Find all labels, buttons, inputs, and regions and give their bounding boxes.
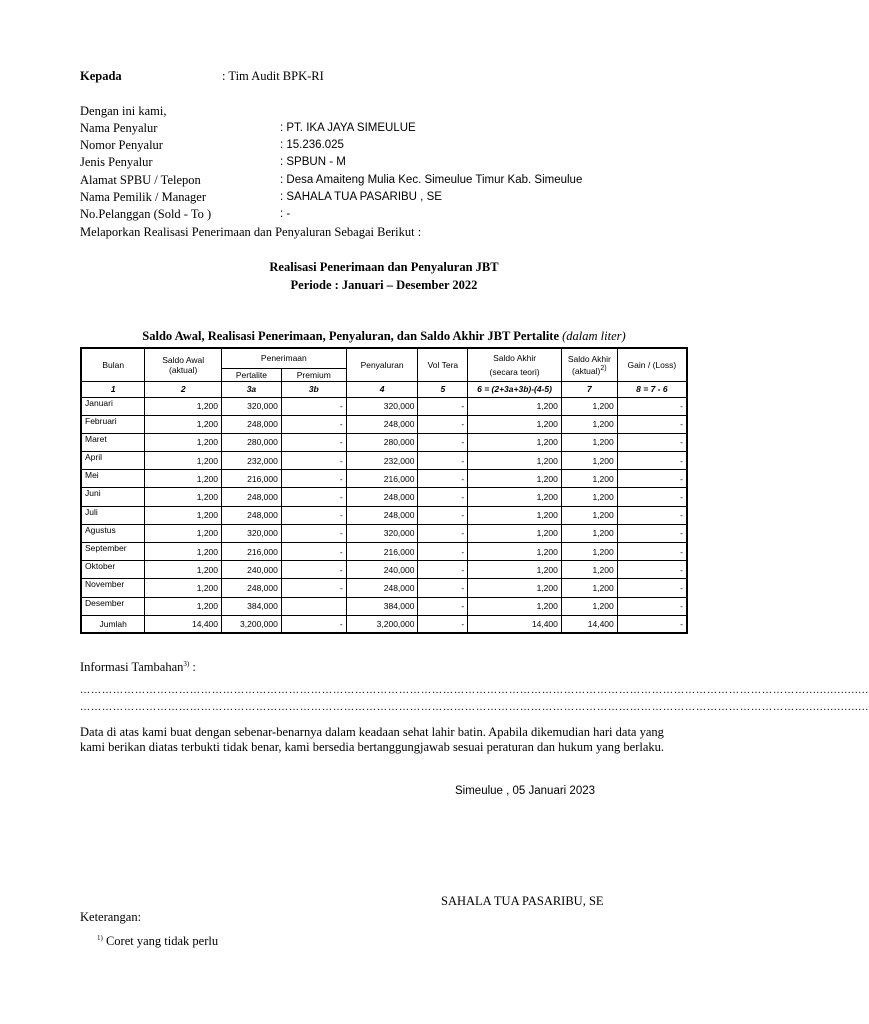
- note-1: [97, 934, 218, 949]
- cell-saldo-aktual: 1,200: [561, 452, 617, 470]
- table-row: [81, 524, 687, 542]
- colnum-3b: 3b: [281, 381, 346, 397]
- field-value-pelanggan: : -: [280, 208, 291, 220]
- field-value-pemilik: : SAHALA TUA PASARIBU , SE: [280, 191, 442, 203]
- cell-pertalite: 248,000: [222, 488, 282, 506]
- cell-penyaluran: 320,000: [346, 524, 418, 542]
- header-saldo-awal: Saldo Awal (aktual): [145, 348, 222, 381]
- cell-bulan: Agustus: [81, 524, 145, 542]
- cell-pertalite: 240,000: [222, 561, 282, 579]
- cell-saldo-awal: 1,200: [145, 415, 222, 433]
- cell-saldo-awal: 1,200: [145, 524, 222, 542]
- cell-saldo-aktual: 1,200: [561, 470, 617, 488]
- field-label-jenis-penyalur: Jenis Penyalur: [80, 155, 153, 169]
- table-caption: [80, 329, 688, 344]
- cell-penyaluran: 216,000: [346, 470, 418, 488]
- cell-vol-tera: -: [418, 597, 468, 615]
- info-tambahan-label: Informasi Tambahan: [80, 660, 184, 675]
- cell-gain-loss: -: [617, 597, 687, 615]
- header-saldo-akhir-teori: (secara teori): [489, 366, 540, 377]
- cell-vol-tera: -: [418, 506, 468, 524]
- table-row: [81, 597, 687, 615]
- total-saldo-aktual: 14,400: [561, 615, 617, 633]
- cell-premium: -: [281, 524, 346, 542]
- total-saldo-teori: 14,400: [468, 615, 562, 633]
- cell-saldo-teori: 1,200: [468, 470, 562, 488]
- to-label: Kepada: [80, 69, 122, 83]
- cell-saldo-teori: 1,200: [468, 597, 562, 615]
- header-saldo-akhir: [468, 348, 562, 381]
- table-row: [81, 506, 687, 524]
- cell-vol-tera: -: [418, 397, 468, 415]
- cell-gain-loss: -: [617, 452, 687, 470]
- cell-premium: -: [281, 488, 346, 506]
- table-row: [81, 561, 687, 579]
- cell-bulan: Juli: [81, 506, 145, 524]
- total-vol-tera: -: [418, 615, 468, 633]
- header-gain-loss: Gain / (Loss): [617, 348, 687, 381]
- note-1-text: Coret yang tidak perlu: [102, 934, 219, 949]
- field-value-nomor-penyalur: : 15.236.025: [280, 139, 344, 151]
- total-label: Jumlah: [81, 615, 145, 633]
- field-value-jenis-penyalur: : SPBUN - M: [280, 156, 346, 168]
- header-saldo-akhir-label: Saldo Akhir: [493, 352, 537, 363]
- report-title: Realisasi Penerimaan dan Penyaluran JBT: [269, 260, 499, 274]
- cell-vol-tera: -: [418, 470, 468, 488]
- cell-saldo-teori: 1,200: [468, 506, 562, 524]
- cell-penyaluran: 248,000: [346, 506, 418, 524]
- colnum-3a: 3a: [222, 381, 282, 397]
- notes-label: Keterangan:: [80, 910, 142, 924]
- cell-saldo-aktual: 1,200: [561, 415, 617, 433]
- cell-pertalite: 280,000: [222, 433, 282, 451]
- cell-saldo-awal: 1,200: [145, 397, 222, 415]
- cell-saldo-teori: 1,200: [468, 452, 562, 470]
- statement-line-2: kami berikan diatas terbukti tidak benar, kami bersedia bertanggungjawab sesuai peraturan dan hukum yang berlaku.: [80, 740, 665, 754]
- cell-gain-loss: -: [617, 470, 687, 488]
- cell-premium: -: [281, 506, 346, 524]
- colnum-8: 8 = 7 - 6: [617, 381, 687, 397]
- header-pertalite: Pertalite: [222, 368, 282, 381]
- cell-pertalite: 248,000: [222, 579, 282, 597]
- cell-saldo-teori: 1,200: [468, 561, 562, 579]
- cell-penyaluran: 280,000: [346, 433, 418, 451]
- statement-line-1: Data di atas kami buat dengan sebenar-benarnya dalam keadaan sehat lahir batin. Apabila dikemudian hari data yang: [80, 725, 664, 739]
- report-line: Melaporkan Realisasi Penerimaan dan Penyaluran Sebagai Berikut :: [80, 225, 422, 239]
- cell-saldo-teori: 1,200: [468, 415, 562, 433]
- cell-saldo-awal: 1,200: [145, 597, 222, 615]
- total-row: [81, 615, 687, 633]
- colnum-2: 2: [145, 381, 222, 397]
- cell-bulan: Februari: [81, 415, 145, 433]
- cell-vol-tera: -: [418, 488, 468, 506]
- cell-saldo-awal: 1,200: [145, 470, 222, 488]
- cell-saldo-aktual: 1,200: [561, 488, 617, 506]
- total-penyaluran: 3,200,000: [346, 615, 418, 633]
- cell-bulan: September: [81, 543, 145, 561]
- colnum-5: 5: [418, 381, 468, 397]
- cell-penyaluran: 248,000: [346, 579, 418, 597]
- cell-penyaluran: 384,000: [346, 597, 418, 615]
- cell-penyaluran: 240,000: [346, 561, 418, 579]
- cell-gain-loss: -: [617, 415, 687, 433]
- cell-penyaluran: 248,000: [346, 415, 418, 433]
- cell-premium: -: [281, 452, 346, 470]
- cell-premium: -: [281, 433, 346, 451]
- cell-saldo-awal: 1,200: [145, 488, 222, 506]
- total-gain-loss: -: [617, 615, 687, 633]
- table-row: [81, 452, 687, 470]
- cell-saldo-awal: 1,200: [145, 506, 222, 524]
- cell-pertalite: 216,000: [222, 543, 282, 561]
- cell-premium: [281, 597, 346, 615]
- column-number-row: [81, 381, 687, 397]
- cell-saldo-awal: 1,200: [145, 452, 222, 470]
- cell-pertalite: 320,000: [222, 397, 282, 415]
- cell-vol-tera: -: [418, 415, 468, 433]
- cell-gain-loss: -: [617, 397, 687, 415]
- info-tambahan: [80, 660, 196, 675]
- cell-saldo-aktual: 1,200: [561, 543, 617, 561]
- header-penyaluran: Penyaluran: [346, 348, 418, 381]
- cell-saldo-aktual: 1,200: [561, 579, 617, 597]
- cell-vol-tera: -: [418, 561, 468, 579]
- place-date: Simeulue , 05 Januari 2023: [455, 785, 596, 797]
- note-1-sup: 1): [97, 934, 103, 942]
- cell-saldo-teori: 1,200: [468, 524, 562, 542]
- cell-premium: -: [281, 579, 346, 597]
- cell-gain-loss: -: [617, 488, 687, 506]
- total-saldo-awal: 14,400: [145, 615, 222, 633]
- cell-penyaluran: 216,000: [346, 543, 418, 561]
- field-label-pemilik: Nama Pemilik / Manager: [80, 190, 207, 204]
- cell-gain-loss: -: [617, 433, 687, 451]
- cell-bulan: Desember: [81, 597, 145, 615]
- colnum-7: 7: [561, 381, 617, 397]
- cell-bulan: Januari: [81, 397, 145, 415]
- table-row: [81, 579, 687, 597]
- cell-saldo-teori: 1,200: [468, 433, 562, 451]
- cell-bulan: Oktober: [81, 561, 145, 579]
- cell-saldo-teori: 1,200: [468, 579, 562, 597]
- cell-vol-tera: -: [418, 452, 468, 470]
- field-label-nama-penyalur: Nama Penyalur: [80, 121, 158, 135]
- header-bulan: Bulan: [81, 348, 145, 381]
- cell-gain-loss: -: [617, 524, 687, 542]
- cell-gain-loss: -: [617, 561, 687, 579]
- table-row: [81, 433, 687, 451]
- cell-gain-loss: -: [617, 579, 687, 597]
- dotted-line-2: ………………………………………………………………………………………………………………………………………………………………………………..................: [80, 702, 869, 713]
- cell-pertalite: 248,000: [222, 506, 282, 524]
- cell-saldo-teori: 1,200: [468, 543, 562, 561]
- cell-vol-tera: -: [418, 433, 468, 451]
- cell-premium: -: [281, 543, 346, 561]
- field-value-nama-penyalur: : PT. IKA JAYA SIMEULUE: [280, 122, 416, 134]
- table-row: [81, 543, 687, 561]
- info-tambahan-sup: 3): [183, 660, 190, 668]
- jbt-table: [80, 347, 688, 634]
- header-saldo-akhir-aktual-sup: 2): [600, 364, 607, 372]
- cell-saldo-awal: 1,200: [145, 579, 222, 597]
- cell-pertalite: 248,000: [222, 415, 282, 433]
- cell-pertalite: 232,000: [222, 452, 282, 470]
- colnum-4: 4: [346, 381, 418, 397]
- table-row: [81, 397, 687, 415]
- info-tambahan-colon: :: [189, 660, 196, 675]
- cell-bulan: Maret: [81, 433, 145, 451]
- total-premium: -: [281, 615, 346, 633]
- header-premium: Premium: [281, 368, 346, 381]
- cell-saldo-aktual: 1,200: [561, 561, 617, 579]
- cell-saldo-teori: 1,200: [468, 397, 562, 415]
- cell-saldo-aktual: 1,200: [561, 397, 617, 415]
- cell-saldo-teori: 1,200: [468, 488, 562, 506]
- field-label-alamat: Alamat SPBU / Telepon: [80, 173, 201, 187]
- cell-bulan: Juni: [81, 488, 145, 506]
- cell-saldo-awal: 1,200: [145, 433, 222, 451]
- cell-penyaluran: 248,000: [346, 488, 418, 506]
- cell-premium: -: [281, 415, 346, 433]
- cell-saldo-awal: 1,200: [145, 561, 222, 579]
- header-saldo-akhir-aktual: [561, 348, 617, 381]
- intro-text: Dengan ini kami,: [80, 104, 167, 118]
- cell-saldo-aktual: 1,200: [561, 506, 617, 524]
- cell-penyaluran: 320,000: [346, 397, 418, 415]
- cell-gain-loss: -: [617, 543, 687, 561]
- signatory-name: SAHALA TUA PASARIBU, SE: [441, 894, 604, 908]
- table-caption-unit: (dalam liter): [562, 329, 626, 343]
- table-row: [81, 488, 687, 506]
- dotted-line-1: ………………………………………………………………………………………………………………………………………………………………………………..................: [80, 685, 869, 696]
- report-period: Periode : Januari – Desember 2022: [290, 278, 478, 292]
- cell-premium: -: [281, 397, 346, 415]
- cell-saldo-awal: 1,200: [145, 543, 222, 561]
- to-value: : Tim Audit BPK-RI: [222, 69, 324, 83]
- cell-penyaluran: 232,000: [346, 452, 418, 470]
- field-value-alamat: : Desa Amaiteng Mulia Kec. Simeulue Timur Kab. Simeulue: [280, 174, 583, 186]
- header-saldo-akhir-aktual-label: Saldo Akhir (aktual): [567, 353, 611, 376]
- cell-vol-tera: -: [418, 543, 468, 561]
- cell-bulan: Mei: [81, 470, 145, 488]
- colnum-6: 6 = (2+3a+3b)-(4-5): [468, 381, 562, 397]
- field-label-pelanggan: No.Pelanggan (Sold - To ): [80, 207, 212, 221]
- cell-bulan: April: [81, 452, 145, 470]
- cell-premium: -: [281, 470, 346, 488]
- table-row: [81, 415, 687, 433]
- cell-saldo-aktual: 1,200: [561, 524, 617, 542]
- table-caption-text: Saldo Awal, Realisasi Penerimaan, Penyaluran, dan Saldo Akhir JBT Pertalite: [142, 329, 560, 343]
- cell-pertalite: 320,000: [222, 524, 282, 542]
- field-label-nomor-penyalur: Nomor Penyalur: [80, 138, 163, 152]
- table-row: [81, 470, 687, 488]
- header-vol-tera: Vol Tera: [418, 348, 468, 381]
- cell-bulan: November: [81, 579, 145, 597]
- cell-premium: -: [281, 561, 346, 579]
- cell-saldo-aktual: 1,200: [561, 433, 617, 451]
- cell-vol-tera: -: [418, 524, 468, 542]
- cell-saldo-aktual: 1,200: [561, 597, 617, 615]
- cell-pertalite: 216,000: [222, 470, 282, 488]
- header-penerimaan: Penerimaan: [222, 348, 347, 368]
- cell-pertalite: 384,000: [222, 597, 282, 615]
- cell-gain-loss: -: [617, 506, 687, 524]
- total-pertalite: 3,200,000: [222, 615, 282, 633]
- cell-vol-tera: -: [418, 579, 468, 597]
- colnum-1: 1: [81, 381, 145, 397]
